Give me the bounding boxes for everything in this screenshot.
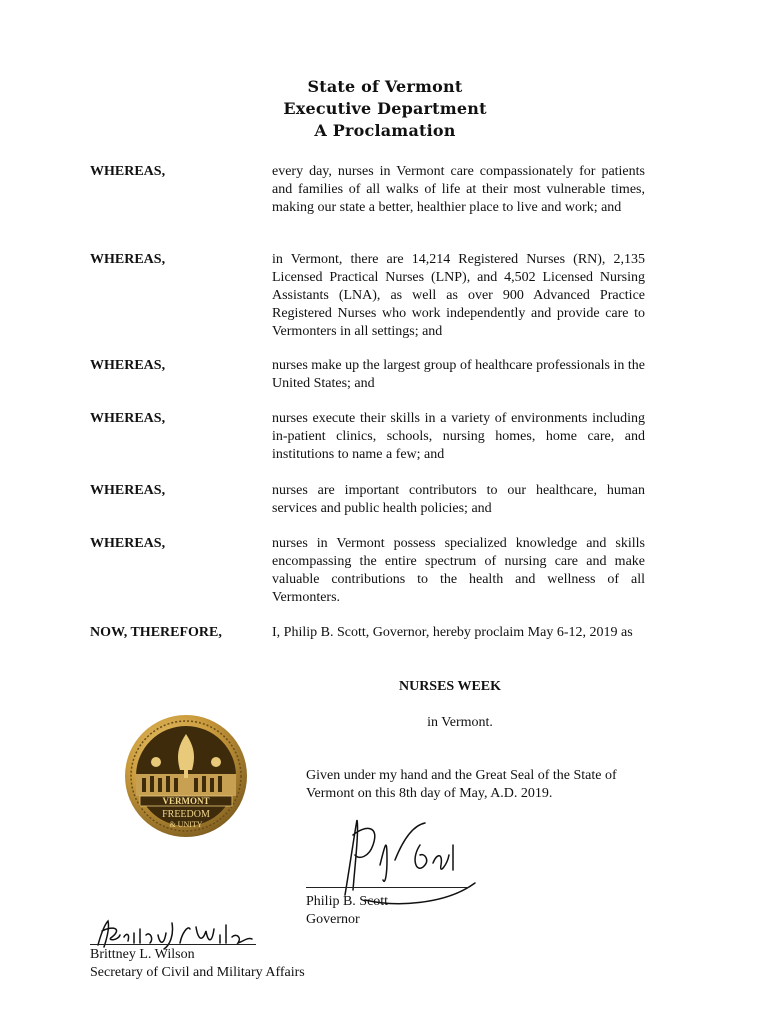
department-title: Executive Department [283,99,487,118]
governor-name: Philip B. Scott [306,894,389,909]
secretary-signature-line [90,944,256,945]
clause-label: WHEREAS, [90,252,166,267]
proclamation-header [0,76,770,142]
clause-label: WHEREAS, [90,411,166,426]
clause-label: WHEREAS, [90,483,166,498]
clause-label: WHEREAS, [90,358,166,373]
seal-text-vermont: VERMONT [162,796,210,806]
clause-text: nurses are important contributors to our healthcare, human services and public health policies; and [272,483,645,516]
secretary-title: Secretary of Civil and Military Affairs [90,965,305,980]
observance-location: in Vermont. [427,715,493,730]
governor-signature-line [306,887,469,888]
governor-title: Governor [306,912,360,927]
given-statement: Given under my hand and the Great Seal of the State of Vermont on this 8th day of May, A.D. 2019. [306,768,617,801]
seal-text-unity: & UNITY [169,820,203,829]
clause-text: nurses make up the largest group of healthcare professionals in the United States; and [272,358,645,391]
proclamation-title: A Proclamation [314,121,456,140]
clause-text: nurses in Vermont possess specialized knowledge and skills encompassing the entire spectrum of nursing care and make valuable contributions to the health and wellness of all Vermonters. [272,536,645,605]
clause-text: nurses execute their skills in a variety of environments including in-patient clinics, schools, nursing homes, home care, and institutions to name a few; and [272,411,645,462]
seal-text-freedom: FREEDOM [162,809,210,820]
clause-label: WHEREAS, [90,536,166,551]
proclaimed-observance: NURSES WEEK [398,679,502,694]
clause-text: in Vermont, there are 14,214 Registered Nurses (RN), 2,135 Licensed Practical Nurses (LNP), and 4,502 Licensed Nursing Assistants (LNA), as well as over 900 Advanced Practice Registered Nurses who work independently and provide care to Vermonters in all settings; and [272,252,645,339]
vermont-seal-icon [124,714,248,838]
secretary-name: Brittney L. Wilson [90,947,195,962]
clause-text: I, Philip B. Scott, Governor, hereby proclaim May 6-12, 2019 as [272,625,633,640]
clause-label: WHEREAS, [90,164,166,179]
clause-label: NOW, THEREFORE, [90,625,222,640]
clause-text: every day, nurses in Vermont care compassionately for patients and families of all walks of life at their most vulnerable times, making our state a better, healthier place to live and work; and [272,164,645,215]
state-title: State of Vermont [307,77,463,96]
